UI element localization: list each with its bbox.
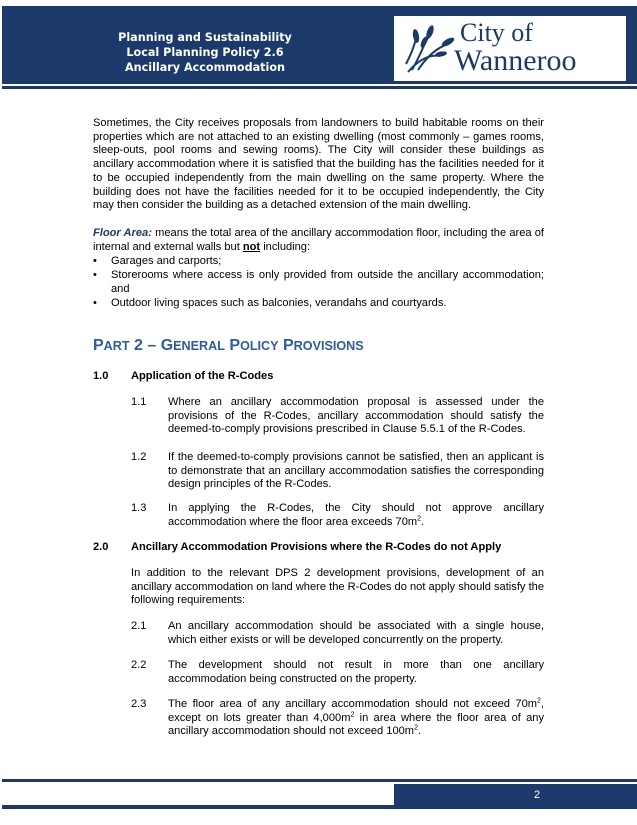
clause-number: 1.1	[131, 396, 147, 408]
footer-left-band	[2, 784, 394, 806]
logo-text-city-of: City of	[460, 18, 533, 47]
floor-area-not: not	[242, 240, 261, 253]
page-number: 2	[534, 789, 541, 801]
floor-area-def-a: means the total area of the ancillary accommodation floor, including the area of internal and external walls but	[93, 226, 545, 253]
clause-text: If the deemed-to-comply provisions cannot be satisfied, then an applicant is to demonstrate that an ancillary accommodation satisfies the corresponding design principles of the R-Codes.	[168, 451, 544, 491]
clause	[131, 502, 544, 529]
page-header	[0, 0, 637, 91]
list-item: • Storerooms where access is only provided from outside the ancillary accommodation; and	[93, 269, 544, 295]
bullet-icon: •	[93, 269, 97, 282]
section-title: Ancillary Accommodation Provisions where the R-Codes do not Apply	[131, 541, 502, 553]
section-number: 1.0	[93, 370, 109, 382]
clause-number: 2.2	[131, 659, 147, 671]
clause-text: An ancillary accommodation should be associated with a single house, which either exists or will be developed concurrently on the property.	[168, 620, 544, 646]
clause	[131, 396, 544, 437]
clause	[131, 698, 544, 739]
intro-section	[93, 117, 544, 311]
policy-department: Planning and Sustainability	[118, 31, 292, 44]
footer-bottom-rule	[2, 806, 637, 809]
floor-area-def-b: including:	[260, 240, 311, 253]
section-intro: In addition to the relevant DPS 2 development provisions, development of an ancillary accommodation on land where the R-Codes do not apply should satisfy the following requirements:	[131, 567, 544, 607]
clause	[131, 451, 544, 492]
floor-area-term: Floor Area:	[93, 226, 152, 239]
logo-text-wanneroo: Wanneroo	[454, 44, 577, 77]
clause-number: 2.1	[131, 620, 147, 632]
list-item: • Garages and carports;	[93, 255, 222, 268]
clause-number: 1.2	[131, 451, 147, 463]
footer-right-band	[394, 784, 637, 806]
kangaroo-paw-icon	[400, 20, 458, 78]
clause-text: In applying the R-Codes, the City should not approve ancillary accommodation where the floor area exceeds $70m^2$.	[168, 502, 544, 528]
exclusions-list	[93, 255, 544, 311]
clause	[131, 620, 544, 647]
city-logo	[394, 16, 626, 81]
clause-text: The floor area of any ancillary accommodation should not exceed $70m^2$, except on lots greater than $4,000m^2$ in area where the floor area of any ancillary accommodation should not exceed $100m^2$.	[168, 697, 544, 738]
section-number: 2.0	[93, 541, 109, 553]
list-item: • Outdoor living spaces such as balconies, verandahs and courtyards.	[93, 297, 447, 310]
section-title: Application of the R-Codes	[131, 370, 274, 382]
header-rule	[2, 86, 637, 89]
bullet-icon: •	[93, 297, 97, 310]
policy-name: Ancillary Accommodation	[124, 61, 285, 74]
footer-rule	[2, 779, 637, 782]
policy-number: Local Planning Policy 2.6	[126, 46, 284, 59]
part-heading: PART 2 – GENERAL POLICY PROVISIONS	[93, 337, 364, 354]
clause	[131, 659, 544, 686]
intro-paragraph: Sometimes, the City receives proposals from landowners to build habitable rooms on their properties which are not attached to an existing dwelling (most commonly – games rooms, sleep-outs, pool rooms and sewing rooms). The City will consider these buildings as ancillary accommodation where it is satisfied that the building has the facilities needed for it to be occupied independently from the main dwelling on the same property. Where the building does not have the facilities needed for it to be occupied independently, the City may then consider the building as a detached extension of the main dwelling.	[93, 117, 544, 212]
policy-title-block	[100, 30, 310, 75]
bullet-icon: •	[93, 255, 97, 268]
clause-text: Where an ancillary accommodation proposal is assessed under the provisions of the R-Codes, ancillary accommodation should satisfy the deemed-to-comply provisions prescribed in Clause 5.5.1 of the R-Codes.	[168, 396, 544, 436]
clause-number: 2.3	[131, 698, 147, 710]
floor-area-definition	[93, 227, 544, 254]
clause-number: 1.3	[131, 502, 147, 514]
clause-text: The development should not result in more than one ancillary accommodation being constructed on the property.	[168, 659, 544, 685]
